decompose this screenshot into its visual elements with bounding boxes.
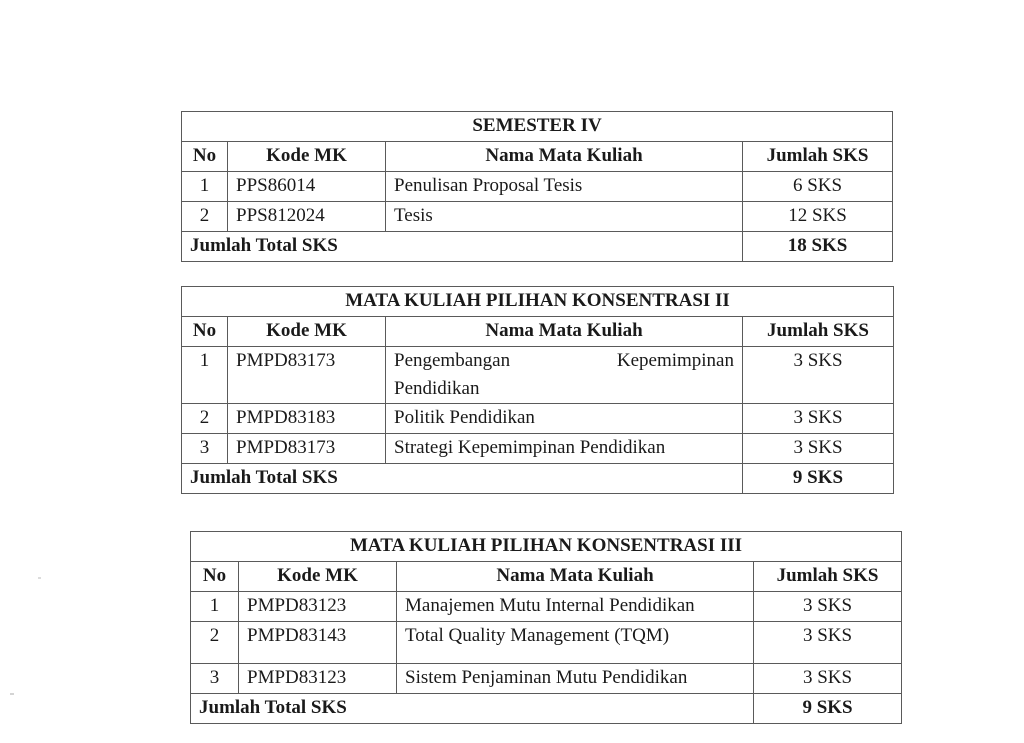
row-nama-line1: Pengembangan Kepemimpinan bbox=[394, 350, 734, 371]
row-nama: Sistem Penjaminan Mutu Pendidikan bbox=[397, 664, 754, 694]
table-title: MATA KULIAH PILIHAN KONSENTRASI III bbox=[191, 532, 902, 562]
col-sks-header: Jumlah SKS bbox=[743, 142, 893, 172]
col-sks-header: Jumlah SKS bbox=[743, 317, 894, 347]
col-no-header: No bbox=[191, 562, 239, 592]
konsentrasi-ii-table bbox=[181, 286, 894, 494]
row-nama: Manajemen Mutu Internal Pendidikan bbox=[397, 592, 754, 622]
col-no-header: No bbox=[182, 142, 228, 172]
col-sks-header: Jumlah SKS bbox=[754, 562, 902, 592]
table-row bbox=[182, 172, 893, 202]
row-no: 2 bbox=[182, 404, 228, 434]
row-nama-line2: Pendidikan bbox=[394, 378, 480, 399]
header-row bbox=[191, 562, 902, 592]
row-no: 1 bbox=[182, 347, 228, 404]
total-value: 18 SKS bbox=[743, 232, 893, 262]
scan-speck bbox=[10, 693, 14, 695]
row-no: 2 bbox=[191, 622, 239, 664]
total-row bbox=[182, 464, 894, 494]
konsentrasi-iii-table bbox=[190, 531, 902, 724]
col-no-header: No bbox=[182, 317, 228, 347]
row-kode: PMPD83123 bbox=[239, 664, 397, 694]
header-row bbox=[182, 142, 893, 172]
table-row bbox=[182, 202, 893, 232]
table-row bbox=[182, 404, 894, 434]
total-value: 9 SKS bbox=[754, 694, 902, 724]
scan-speck bbox=[38, 577, 41, 579]
row-kode: PPS812024 bbox=[228, 202, 386, 232]
row-kode: PPS86014 bbox=[228, 172, 386, 202]
row-kode: PMPD83143 bbox=[239, 622, 397, 664]
row-kode: PMPD83123 bbox=[239, 592, 397, 622]
col-kode-header: Kode MK bbox=[228, 142, 386, 172]
total-label: Jumlah Total SKS bbox=[191, 694, 754, 724]
row-sks: 3 SKS bbox=[743, 404, 894, 434]
row-kode: PMPD83183 bbox=[228, 404, 386, 434]
row-nama: Tesis bbox=[386, 202, 743, 232]
row-kode: PMPD83173 bbox=[228, 434, 386, 464]
col-nama-header: Nama Mata Kuliah bbox=[397, 562, 754, 592]
row-no: 3 bbox=[191, 664, 239, 694]
row-sks: 6 SKS bbox=[743, 172, 893, 202]
total-value: 9 SKS bbox=[743, 464, 894, 494]
row-sks: 3 SKS bbox=[754, 664, 902, 694]
table-row bbox=[191, 664, 902, 694]
row-nama: Politik Pendidikan bbox=[386, 404, 743, 434]
row-nama: Strategi Kepemimpinan Pendidikan bbox=[386, 434, 743, 464]
total-label: Jumlah Total SKS bbox=[182, 232, 743, 262]
row-no: 1 bbox=[191, 592, 239, 622]
table-row bbox=[191, 622, 902, 664]
row-kode: PMPD83173 bbox=[228, 347, 386, 404]
total-row bbox=[191, 694, 902, 724]
row-nama: Total Quality Management (TQM) bbox=[397, 622, 754, 664]
semester-iv-table bbox=[181, 111, 893, 262]
col-nama-header: Nama Mata Kuliah bbox=[386, 142, 743, 172]
row-no: 3 bbox=[182, 434, 228, 464]
row-sks: 3 SKS bbox=[743, 434, 894, 464]
total-label: Jumlah Total SKS bbox=[182, 464, 743, 494]
table-title: SEMESTER IV bbox=[182, 112, 893, 142]
table-row bbox=[191, 592, 902, 622]
col-nama-header: Nama Mata Kuliah bbox=[386, 317, 743, 347]
row-no: 1 bbox=[182, 172, 228, 202]
row-sks: 3 SKS bbox=[754, 592, 902, 622]
col-kode-header: Kode MK bbox=[228, 317, 386, 347]
col-kode-header: Kode MK bbox=[239, 562, 397, 592]
row-sks: 3 SKS bbox=[743, 347, 894, 404]
total-row bbox=[182, 232, 893, 262]
row-nama: Penulisan Proposal Tesis bbox=[386, 172, 743, 202]
row-sks: 12 SKS bbox=[743, 202, 893, 232]
table-row bbox=[182, 434, 894, 464]
row-no: 2 bbox=[182, 202, 228, 232]
row-sks: 3 SKS bbox=[754, 622, 902, 664]
header-row bbox=[182, 317, 894, 347]
table-title: MATA KULIAH PILIHAN KONSENTRASI II bbox=[182, 287, 894, 317]
row-nama bbox=[386, 347, 743, 404]
table-row bbox=[182, 347, 894, 404]
